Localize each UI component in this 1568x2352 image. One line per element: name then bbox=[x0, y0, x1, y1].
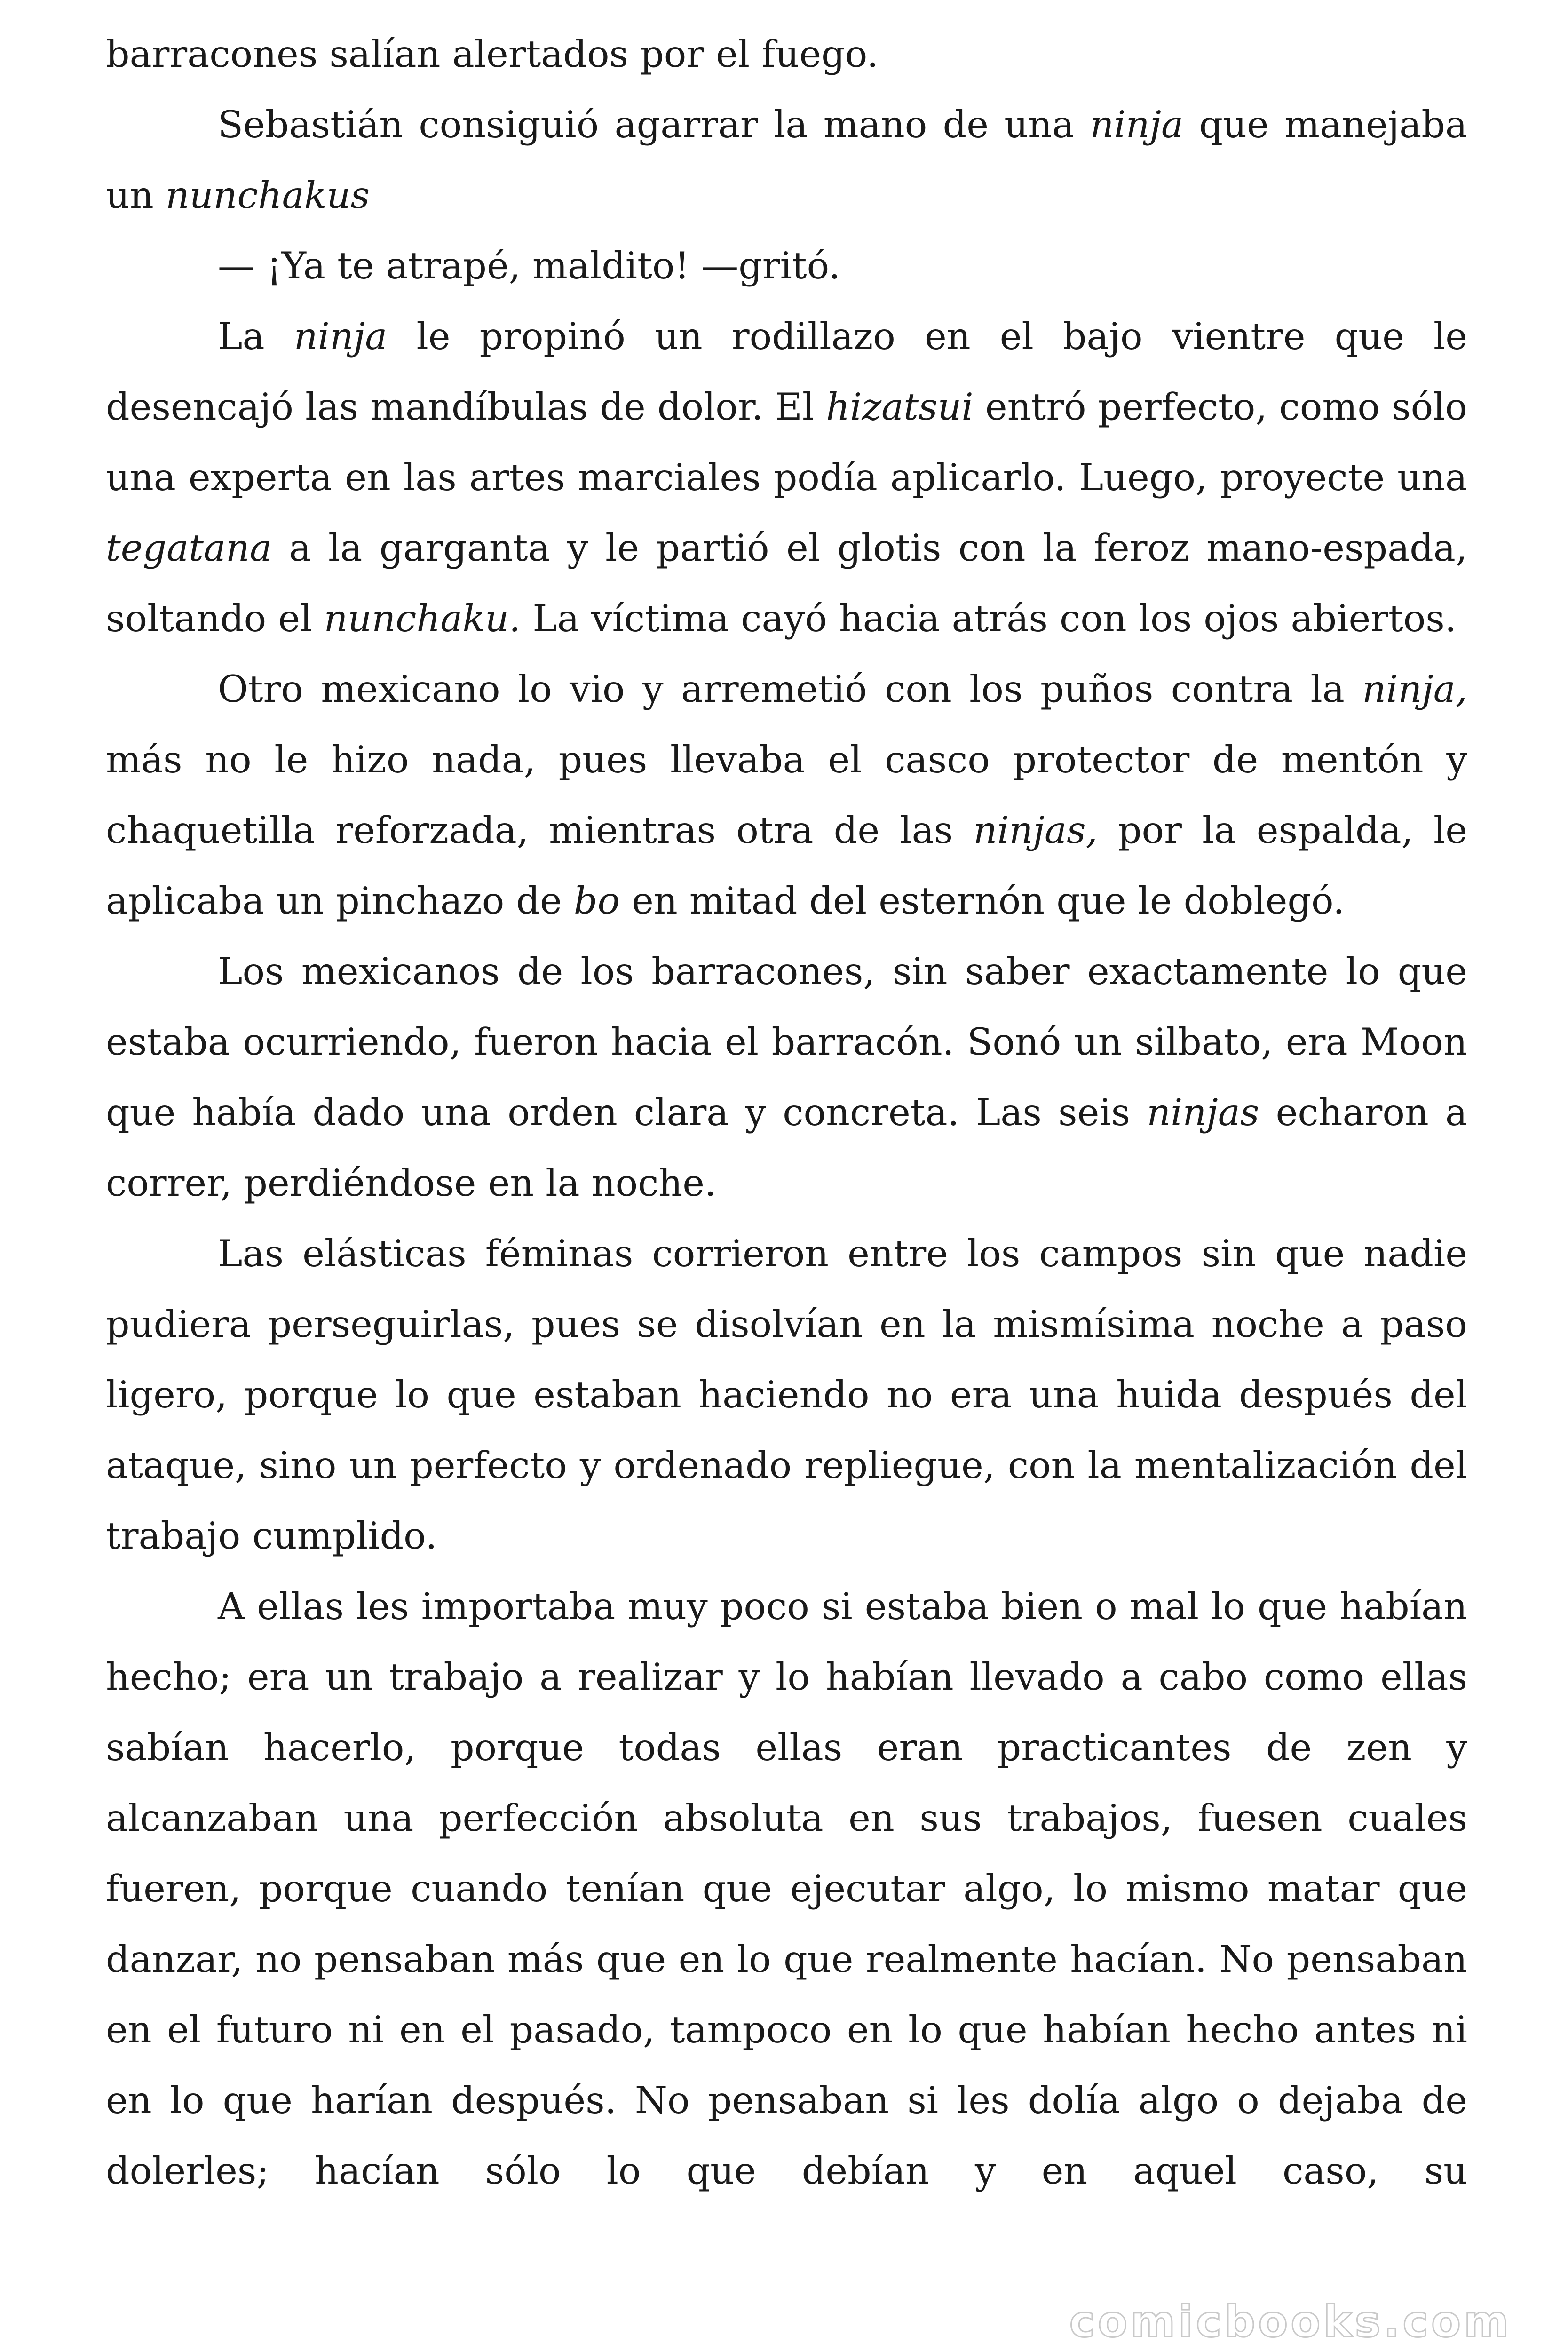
italic-term: ninjas bbox=[1147, 1091, 1259, 1134]
text-run: por la espalda, le aplicaba un pinchazo de bbox=[106, 809, 1468, 922]
italic-term: nunchaku. bbox=[324, 597, 521, 640]
italic-term: nunchakus bbox=[165, 174, 370, 217]
paragraph-3 bbox=[106, 301, 1467, 654]
text-run: La bbox=[218, 315, 294, 358]
italic-term: tegatana bbox=[106, 526, 272, 570]
text-run: a la garganta y le partió el glotis con la feroz mano-espada, soltando el bbox=[106, 526, 1467, 640]
text-run: le propinó un rodillazo en el bajo vientre que le desencajó las mandíbulas de dolor. El bbox=[106, 315, 1468, 429]
paragraph-1 bbox=[106, 89, 1467, 230]
text-run: Los mexicanos de los barracones, sin saber exactamente lo que estaba ocurriendo, fueron hacia el barracón. Sonó un silbato, era Moon que había dado una orden clara y concreta. Las seis bbox=[106, 950, 1467, 1134]
text-run: que manejaba un bbox=[106, 103, 1467, 217]
paragraph-7 bbox=[106, 1571, 1467, 2206]
paragraph-0 bbox=[106, 19, 1467, 89]
paragraph-4 bbox=[106, 654, 1467, 936]
paragraph-2 bbox=[106, 230, 1467, 301]
text-run: — ¡Ya te atrapé, maldito! —gritó. bbox=[218, 244, 840, 287]
italic-term: ninjas, bbox=[973, 809, 1098, 852]
text-run: Sebastián consiguió agarrar la mano de una bbox=[218, 103, 1090, 146]
italic-term: ninja bbox=[1090, 103, 1184, 146]
text-run: más no le hizo nada, pues llevaba el casco protector de mentón y chaquetilla reforzada, mientras otra de las bbox=[106, 738, 1467, 852]
italic-term: hizatsui bbox=[826, 385, 974, 429]
watermark-logo: comicbooks.com bbox=[1069, 2296, 1512, 2347]
italic-term: ninja, bbox=[1362, 667, 1467, 711]
italic-term: bo bbox=[573, 879, 620, 922]
text-run: La víctima cayó hacia atrás con los ojos abiertos. bbox=[521, 597, 1457, 640]
text-run: Otro mexicano lo vio y arremetió con los puños contra la bbox=[218, 667, 1362, 711]
body-text bbox=[106, 19, 1467, 2206]
text-run: Las elásticas féminas corrieron entre los campos sin que nadie pudiera perseguirlas, pues se disolvían en la mismísima noche a paso ligero, porque lo que estaban haciendo no era una huida después del ataque, sino un perfecto y ordenado repliegue, con la mentalización del trabajo cumplido. bbox=[106, 1232, 1467, 1557]
text-run: A ellas les importaba muy poco si estaba bien o mal lo que habían hecho; era un trabajo a realizar y lo habían llevado a cabo como ellas sabían hacerlo, porque todas ellas eran practicantes de zen y alcanzaban una perfección absoluta en sus trabajos, fuesen cuales fueren, porque cuando tenían que ejecutar algo, lo mismo matar que danzar, no pensaban más que en lo que realmente hacían. No pensaban en el futuro ni en el pasado, tampoco en lo que habían hecho antes ni en lo que harían después. No pensaban si les dolía algo o dejaba de dolerles; hacían sólo lo que debían y en aquel caso, su bbox=[106, 1585, 1467, 2193]
text-run: entró perfecto, como sólo una experta en las artes marciales podía aplicarlo. Luego, proyecte una bbox=[106, 385, 1467, 499]
paragraph-5 bbox=[106, 936, 1467, 1218]
italic-term: ninja bbox=[293, 315, 388, 358]
text-run: barracones salían alertados por el fuego. bbox=[106, 32, 879, 76]
text-run: echaron a correr, perdiéndose en la noche. bbox=[106, 1091, 1467, 1205]
text-run: en mitad del esternón que le doblegó. bbox=[620, 879, 1345, 922]
paragraph-6 bbox=[106, 1218, 1467, 1571]
